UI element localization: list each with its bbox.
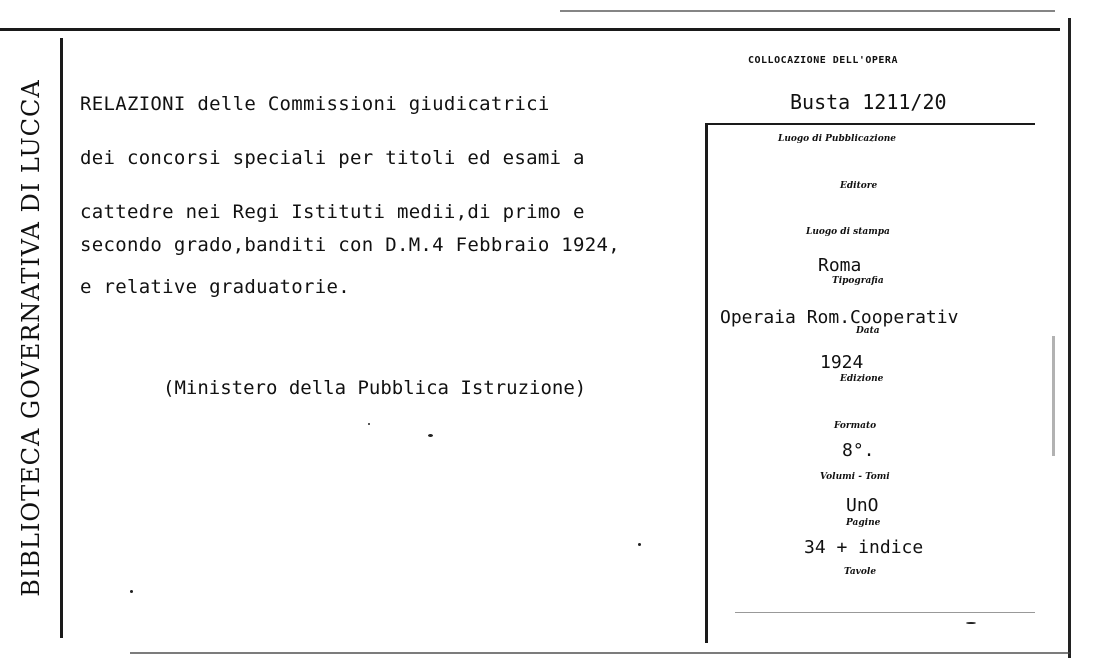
top-right-rule bbox=[560, 10, 1055, 12]
scan-speck bbox=[368, 423, 370, 425]
title-line-2: dei concorsi speciali per titoli ed esami a bbox=[80, 147, 585, 169]
volumi-label: Volumi - Tomi bbox=[820, 472, 890, 482]
title-line-5: e relative graduatorie. bbox=[80, 276, 350, 298]
luogo-stampa-label: Luogo di stampa bbox=[806, 227, 890, 237]
formato-value: 8°. bbox=[842, 440, 875, 461]
scan-speck bbox=[130, 590, 133, 593]
title-line-3: cattedre nei Regi Istituti medii,di primo e bbox=[80, 201, 585, 223]
details-divider bbox=[735, 612, 1035, 613]
volumi-value: UnO bbox=[846, 495, 879, 516]
editore-label: Editore bbox=[840, 181, 878, 191]
luogo-pubblicazione-label: Luogo di Pubblicazione bbox=[778, 134, 896, 144]
tavole-label: Tavole bbox=[844, 567, 877, 577]
title-line-1: RELAZIONI delle Commissioni giudicatrici bbox=[80, 93, 550, 115]
collocazione-value: Busta 1211/20 bbox=[790, 90, 947, 114]
scan-speck bbox=[1052, 336, 1055, 456]
details-box-top bbox=[705, 123, 1035, 125]
scan-speck bbox=[638, 543, 641, 546]
pagine-label: Pagine bbox=[846, 518, 881, 528]
details-box-left bbox=[705, 123, 708, 643]
bottom-border bbox=[130, 652, 1070, 654]
title-line-4: secondo grado,banditi con D.M.4 Febbraio 1924, bbox=[80, 234, 620, 256]
data-label: Data bbox=[856, 326, 880, 336]
formato-label: Formato bbox=[834, 421, 877, 431]
collocazione-header: COLLOCAZIONE DELL'OPERA bbox=[748, 55, 898, 66]
luogo-stampa-value: Roma bbox=[818, 255, 862, 276]
top-border bbox=[0, 28, 1060, 31]
scan-speck bbox=[428, 434, 433, 437]
scan-speck bbox=[966, 622, 976, 624]
pagine-value: 34 + indice bbox=[804, 537, 924, 558]
tipografia-label: Tipografia bbox=[832, 276, 884, 286]
edizione-label: Edizione bbox=[840, 374, 884, 384]
library-name: BIBLIOTECA GOVERNATIVA DI LUCCA bbox=[17, 79, 45, 597]
ministry-note: (Ministero della Pubblica Istruzione) bbox=[163, 377, 587, 399]
left-border bbox=[60, 38, 63, 638]
right-border bbox=[1068, 18, 1071, 658]
tipografia-value: Operaia Rom.Cooperativ bbox=[720, 307, 959, 328]
data-value: 1924 bbox=[820, 352, 864, 373]
